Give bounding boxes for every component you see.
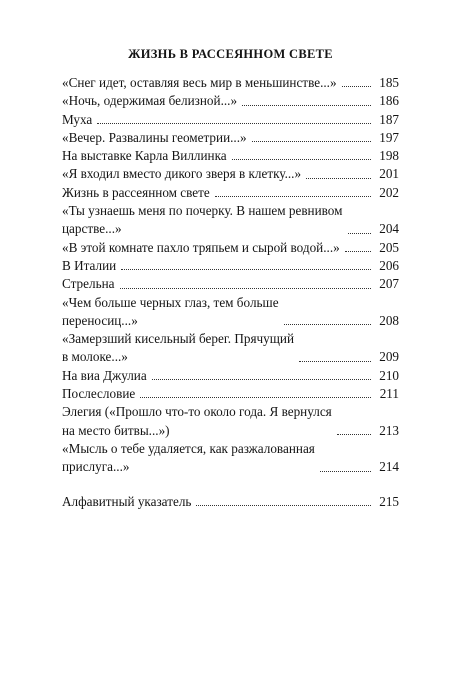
toc-entry xyxy=(62,294,399,331)
dot-leader xyxy=(306,178,371,179)
dot-leader xyxy=(242,105,371,106)
dot-leader xyxy=(342,86,371,87)
toc-entry xyxy=(62,330,399,367)
toc-entry-title xyxy=(62,129,247,147)
toc-entry-title xyxy=(62,403,332,440)
toc-entry xyxy=(62,165,399,183)
toc-page-number: 207 xyxy=(379,276,399,292)
dot-leader xyxy=(284,324,371,325)
toc-entry xyxy=(62,111,399,129)
toc-entry xyxy=(62,184,399,202)
toc-entry-title xyxy=(62,202,343,239)
dot-leader xyxy=(152,379,371,380)
toc-page-number: 206 xyxy=(379,257,399,273)
toc-entry-title-line: Элегия («Прошло что-то около года. Я вернулся xyxy=(62,404,332,420)
toc-entry-title-line: «Чем больше черных глаз, тем больше xyxy=(62,294,279,310)
toc-entry-title xyxy=(62,92,237,110)
dot-leader xyxy=(299,361,371,362)
toc-entry xyxy=(62,367,399,385)
dot-leader xyxy=(120,288,372,289)
index-entry-container xyxy=(62,493,399,511)
toc-entry-title-line: На выставке Карла Виллинка xyxy=(62,148,227,164)
toc-entry-title xyxy=(62,147,227,165)
toc-page-number: 211 xyxy=(379,386,399,402)
toc-page-number: 208 xyxy=(379,312,399,328)
toc-entry-title xyxy=(62,165,301,183)
toc-page-number: 204 xyxy=(379,221,399,237)
dot-leader xyxy=(232,159,371,160)
toc-entry-title-line: «Я входил вместо дикого зверя в клетку...» xyxy=(62,166,302,182)
dot-leader xyxy=(345,251,371,252)
toc-page-number: 185 xyxy=(379,75,399,90)
toc-entry xyxy=(62,202,399,239)
dot-leader xyxy=(337,434,371,435)
toc-entry-title-line: «Замерзший кисельный берег. Прячущий xyxy=(62,331,295,347)
dot-leader xyxy=(215,196,371,197)
toc-entry-title xyxy=(62,330,294,367)
toc-entry-title-line: «Ты узнаешь меня по почерку. В нашем ревнивом xyxy=(62,203,343,219)
toc-page-number: 197 xyxy=(379,129,399,145)
toc-entry-title xyxy=(62,74,337,92)
toc-entry-title-line: в молоке...» xyxy=(62,349,128,365)
toc-page-number: 201 xyxy=(379,166,399,182)
toc-page-number: 210 xyxy=(379,367,399,383)
toc-entry-title-line: Стрельна xyxy=(62,276,115,292)
toc-entry-title-line: «Снег идет, оставляя весь мир в меньшинстве...» xyxy=(62,75,337,90)
toc-entry-title xyxy=(62,184,210,202)
toc-entry-title xyxy=(62,367,147,385)
dot-leader xyxy=(121,269,371,270)
toc-entry-title-line: на место битвы...») xyxy=(62,422,170,438)
dot-leader xyxy=(140,397,371,398)
toc-page xyxy=(62,0,399,511)
toc-page-number: 209 xyxy=(379,349,399,365)
section-title: ЖИЗНЬ В РАССЕЯННОМ СВЕТЕ xyxy=(128,47,333,61)
toc-entry xyxy=(62,275,399,293)
toc-entry-title-line: прислуга...» xyxy=(62,459,130,475)
toc-entry xyxy=(62,92,399,110)
toc-entry-title-line: На виа Джулиа xyxy=(62,367,147,383)
toc-entry-title xyxy=(62,294,279,331)
toc-entry-title-line: «Мысль о тебе удаляется, как разжалованная xyxy=(62,440,315,456)
toc-entry-title xyxy=(62,493,191,511)
toc-entry-index xyxy=(62,493,399,511)
toc-entry-title-line: переносиц...» xyxy=(62,312,138,328)
toc-list xyxy=(62,74,399,477)
dot-leader xyxy=(252,141,371,142)
toc-entry-title xyxy=(62,239,340,257)
toc-entry xyxy=(62,385,399,403)
toc-page-number: 205 xyxy=(379,239,399,255)
dot-leader xyxy=(97,123,371,124)
toc-spacer xyxy=(62,477,399,493)
toc-page-number: 213 xyxy=(379,422,399,438)
dot-leader xyxy=(320,471,371,472)
toc-entry xyxy=(62,74,399,92)
toc-entry xyxy=(62,129,399,147)
toc-entry-title-line: царстве...» xyxy=(62,221,122,237)
toc-page-number: 187 xyxy=(379,111,399,127)
toc-entry-title xyxy=(62,440,315,477)
toc-page-number: 214 xyxy=(379,459,399,475)
toc-entry xyxy=(62,440,399,477)
toc-page-number: 215 xyxy=(379,493,399,509)
toc-entry-title xyxy=(62,257,116,275)
toc-entry-title xyxy=(62,111,92,129)
toc-entry-title xyxy=(62,275,115,293)
dot-leader xyxy=(348,233,372,234)
toc-page-number: 186 xyxy=(379,93,399,109)
toc-entry-title-line: Муха xyxy=(62,111,93,127)
toc-entry-title-line: Послесловие xyxy=(62,386,136,402)
toc-entry xyxy=(62,403,399,440)
toc-entry-title xyxy=(62,385,135,403)
toc-entry-title-line: В Италии xyxy=(62,257,117,273)
toc-entry-title-line: Алфавитный указатель xyxy=(62,493,192,509)
dot-leader xyxy=(196,505,371,506)
toc-entry-title-line: «Вечер. Развалины геометрии...» xyxy=(62,129,247,145)
toc-entry xyxy=(62,239,399,257)
toc-entry-title-line: Жизнь в рассеянном свете xyxy=(62,184,210,200)
toc-entry xyxy=(62,257,399,275)
toc-page-number: 202 xyxy=(379,184,399,200)
toc-page-number: 198 xyxy=(379,148,399,164)
toc-entry-title-line: «Ночь, одержимая белизной...» xyxy=(62,93,238,109)
toc-entry-title-line: «В этой комнате пахло тряпьем и сырой водой...» xyxy=(62,239,340,255)
toc-entry xyxy=(62,147,399,165)
